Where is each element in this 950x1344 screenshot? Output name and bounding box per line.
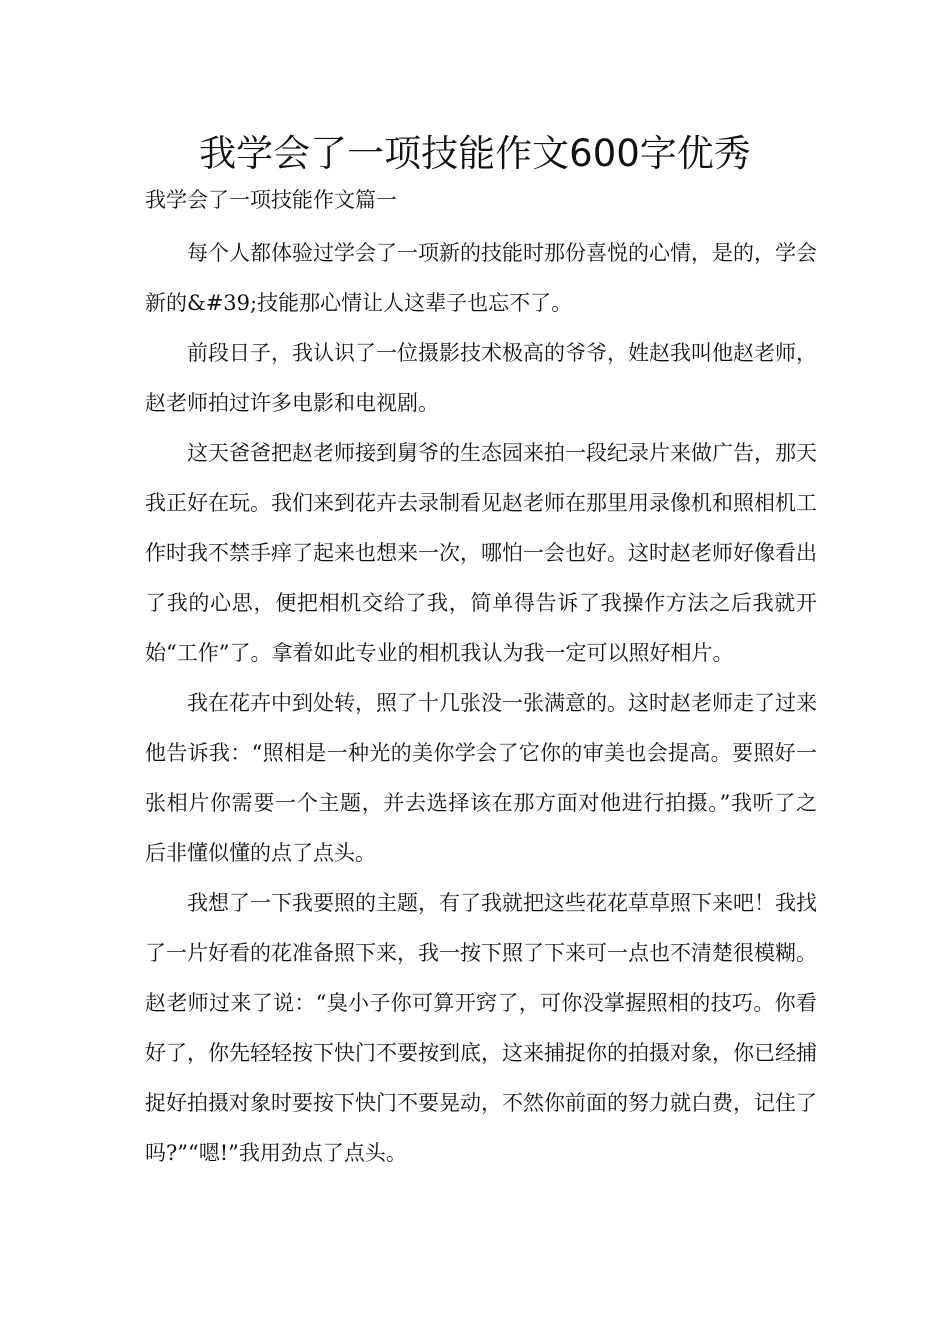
section-heading: 我学会了一项技能作文篇一 bbox=[145, 188, 397, 212]
paragraph: 这天爸爸把赵老师接到舅爷的生态园来拍一段纪录片来做广告，那天我正好在玩。我们来到花卉去录制看见赵老师在那里用录像机和照相机工作时我不禁手痒了起来也想来一次，哪怕一会也好。这时赵老师好像看出了我的心思，便把相机交给了我，简单得告诉了我操作方法之后我就开始“工作”了。拿着如此专业的相机我认为我一定可以照好相片。 bbox=[145, 441, 817, 665]
page-title: 我学会了一项技能作文600字优秀 bbox=[199, 132, 751, 175]
paragraph: 每个人都体验过学会了一项新的技能时那份喜悦的心情，是的，学会新的&#39;技能那心情让人这辈子也忘不了。 bbox=[145, 241, 817, 315]
article-body bbox=[145, 228, 817, 1178]
paragraph: 我在花卉中到处转，照了十几张没一张满意的。这时赵老师走了过来他告诉我：“照相是一种光的美你学会了它你的审美也会提高。要照好一张相片你需要一个主题，并去选择该在那方面对他进行拍摄。”我听了之后非懂似懂的点了点头。 bbox=[145, 691, 817, 865]
paragraph: 前段日子，我认识了一位摄影技术极高的爷爷，姓赵我叫他赵老师，赵老师拍过许多电影和电视剧。 bbox=[145, 341, 817, 415]
paragraph: 我想了一下我要照的主题，有了我就把这些花花草草照下来吧！我找了一片好看的花准备照下来，我一按下照了下来可一点也不清楚很模糊。赵老师过来了说：“臭小子你可算开窍了，可你没掌握照相的技巧。你看好了，你先轻轻按下快门不要按到底，这来捕捉你的拍摄对象，你已经捕捉好拍摄对象时要按下快门不要晃动，不然你前面的努力就白费，记住了吗?”“嗯!”我用劲点了点头。 bbox=[145, 891, 817, 1165]
